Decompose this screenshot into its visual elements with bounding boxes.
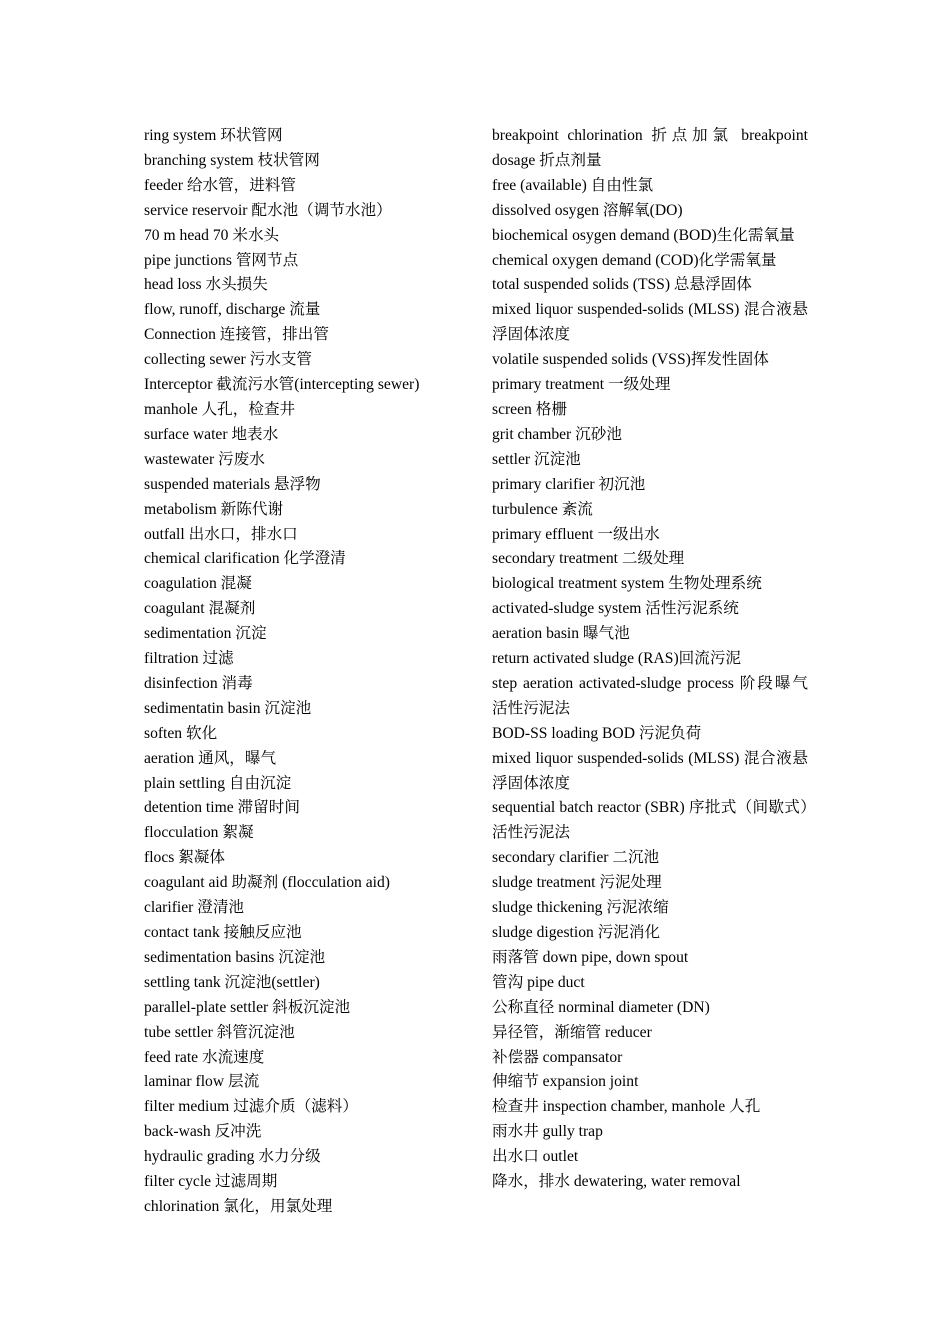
glossary-entry: hydraulic grading 水力分级 <box>144 1148 321 1166</box>
glossary-entry: secondary clarifier 二沉池 <box>492 849 660 867</box>
glossary-entry: sequential batch reactor (SBR) 序批式（间歇式）活性污泥法 <box>492 799 808 842</box>
glossary-entry: screen 格栅 <box>492 400 567 418</box>
glossary-entry: aeration 通风，曝气 <box>144 749 277 767</box>
glossary-entry: head loss 水头损失 <box>144 276 268 294</box>
glossary-entry: tube settler 斜管沉淀池 <box>144 1023 295 1041</box>
glossary-entry: Connection 连接管，排出管 <box>144 326 329 344</box>
glossary-entry: free (available) 自由性氯 <box>492 176 654 194</box>
glossary-entry: wastewater 污废水 <box>144 450 265 468</box>
glossary-entry: Interceptor 截流污水管(intercepting sewer) <box>144 376 420 394</box>
glossary-entry: sludge digestion 污泥消化 <box>492 924 661 941</box>
glossary-entry: flocs 絮凝体 <box>144 849 225 867</box>
glossary-entry: 异径管，渐缩管 reducer <box>492 1023 652 1041</box>
glossary-entry: grit chamber 沉砂池 <box>492 425 622 443</box>
glossary-entry: dissolved osygen 溶解氧(DO) <box>492 201 683 219</box>
glossary-entry: 公称直径 norminal diameter (DN) <box>492 998 710 1016</box>
glossary-entry: branching system 枝状管网 <box>144 151 320 169</box>
glossary-entry: settling tank 沉淀池(settler) <box>144 973 320 991</box>
glossary-entry: coagulation 混凝 <box>144 575 252 593</box>
glossary-entry: suspended materials 悬浮物 <box>144 475 321 493</box>
glossary-entry: total suspended solids (TSS) 总悬浮固体 <box>492 276 752 294</box>
glossary-entry: 伸缩节 expansion joint <box>492 1073 639 1091</box>
glossary-entry: filter medium 过滤介质（滤料） <box>144 1098 358 1116</box>
glossary-entry: sludge thickening 污泥浓缩 <box>492 899 669 917</box>
glossary-entry: chemical oxygen demand (COD)化学需氧量 <box>492 251 777 269</box>
glossary-entry: coagulant aid 助凝剂 (flocculation aid) <box>144 874 390 892</box>
glossary-entry: contact tank 接触反应池 <box>144 924 302 941</box>
glossary-entry: filtration 过滤 <box>144 650 234 668</box>
glossary-entry: 检查井 inspection chamber, manhole 人孔 <box>492 1098 761 1116</box>
glossary-entry: biological treatment system 生物处理系统 <box>492 575 762 593</box>
glossary-entry: service reservoir 配水池（调节水池） <box>144 201 392 219</box>
glossary-entry: 雨落管 down pipe, down spout <box>492 948 689 966</box>
glossary-entry: 降水，排水 dewatering, water removal <box>492 1173 741 1191</box>
glossary-entry: step aeration activated-sludge process 阶段曝气活性污泥法 <box>492 674 808 717</box>
glossary-entry: back-wash 反冲洗 <box>144 1123 262 1141</box>
glossary-entry: sedimentatin basin 沉淀池 <box>144 699 312 717</box>
glossary-entry: pipe junctions 管网节点 <box>144 251 299 269</box>
glossary-entry: manhole 人孔，检查井 <box>144 400 296 418</box>
glossary-entry: biochemical osygen demand (BOD)生化需氧量 <box>492 226 795 244</box>
glossary-entry: flow, runoff, discharge 流量 <box>144 301 321 319</box>
glossary-entry: turbulence 紊流 <box>492 500 593 518</box>
glossary-entry: 管沟 pipe duct <box>492 973 585 991</box>
glossary-entry: BOD-SS loading BOD 污泥负荷 <box>492 724 702 742</box>
glossary-entry: return activated sludge (RAS)回流污泥 <box>492 650 742 668</box>
glossary-entry: 出水口 outlet <box>492 1148 579 1166</box>
glossary-entry: mixed liquor suspended-solids (MLSS) 混合液悬浮固体浓度 <box>492 749 808 792</box>
glossary-entry: clarifier 澄清池 <box>144 899 245 917</box>
glossary-entry: sedimentation basins 沉淀池 <box>144 948 326 966</box>
glossary-entry: disinfection 消毒 <box>144 674 253 692</box>
glossary-entry: sedimentation 沉淀 <box>144 625 267 643</box>
glossary-entry: surface water 地表水 <box>144 425 279 443</box>
glossary-entry: outfall 出水口，排水口 <box>144 525 298 543</box>
glossary-entry: 雨水井 gully trap <box>492 1123 603 1141</box>
glossary-entry: collecting sewer 污水支管 <box>144 351 313 369</box>
glossary-entry: primary clarifier 初沉池 <box>492 475 646 493</box>
glossary-entry: chemical clarification 化学澄清 <box>144 550 346 568</box>
glossary-entry: detention time 滞留时间 <box>144 799 300 817</box>
glossary-entry: flocculation 絮凝 <box>144 824 254 842</box>
glossary-entry: primary effluent 一级出水 <box>492 525 660 543</box>
glossary-entry: 70 m head 70 米水头 <box>144 226 280 244</box>
glossary-entry: sludge treatment 污泥处理 <box>492 874 662 892</box>
glossary-entry: soften 软化 <box>144 724 218 742</box>
glossary-entry: plain settling 自由沉淀 <box>144 774 292 792</box>
glossary-entry: feeder 给水管，进料管 <box>144 176 297 194</box>
glossary-entry: mixed liquor suspended-solids (MLSS) 混合液悬浮固体浓度 <box>492 301 808 344</box>
glossary-entry: coagulant 混凝剂 <box>144 600 256 618</box>
glossary-entry: metabolism 新陈代谢 <box>144 500 284 518</box>
left-glossary-column <box>144 124 464 1220</box>
glossary-entry: volatile suspended solids (VSS)挥发性固体 <box>492 351 769 369</box>
glossary-entry: 补偿器 compansator <box>492 1048 623 1066</box>
glossary-entry: chlorination 氯化，用氯处理 <box>144 1197 333 1215</box>
glossary-entry: aeration basin 曝气池 <box>492 625 630 643</box>
glossary-entry: feed rate 水流速度 <box>144 1048 265 1066</box>
glossary-entry: parallel-plate settler 斜板沉淀池 <box>144 998 351 1016</box>
glossary-entry: ring system 环状管网 <box>144 127 283 144</box>
glossary-entry: laminar flow 层流 <box>144 1073 260 1091</box>
glossary-entry: activated-sludge system 活性污泥系统 <box>492 600 739 618</box>
right-glossary-column <box>492 124 808 1195</box>
glossary-entry: filter cycle 过滤周期 <box>144 1173 278 1191</box>
glossary-entry: settler 沉淀池 <box>492 450 581 468</box>
glossary-entry: primary treatment 一级处理 <box>492 376 671 394</box>
glossary-entry: secondary treatment 二级处理 <box>492 550 685 568</box>
glossary-entry: breakpoint chlorination 折点加氯 breakpoint dosage 折点剂量 <box>492 127 808 169</box>
